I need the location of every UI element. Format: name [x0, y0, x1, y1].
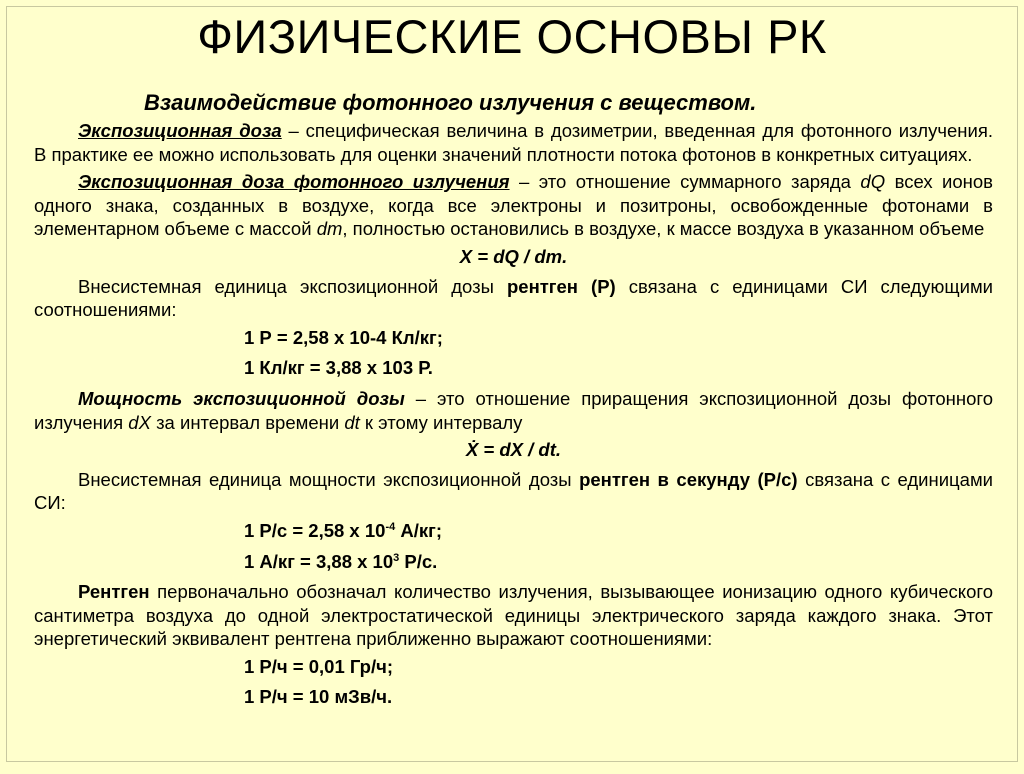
- equation-5: 1 Р/ч = 0,01 Гр/ч;: [244, 655, 394, 677]
- paragraph-roentgen-unit: [34, 275, 993, 322]
- paragraph-exposure-dose-photon: [34, 170, 993, 241]
- paragraph-text: – специфическая величина в дозиметрии, введенная для фотонного излучения. В практике ее можно использовать для оценки значений плотности потока фотонов в конкретных ситуациях.: [34, 120, 993, 165]
- term-roentgen: Рентген: [78, 581, 150, 603]
- paragraph-text: связана с единицами СИ:: [34, 468, 993, 514]
- equation-2: 1 Кл/кг = 3,88 х 103 Р.: [244, 357, 433, 379]
- slide-content: [34, 89, 993, 716]
- paragraph-text: – это отношение суммарного заряда: [509, 171, 861, 193]
- unit-roentgen: рентген (Р): [506, 275, 616, 297]
- equation-exponent: 3: [393, 551, 400, 564]
- symbol-dt: dt: [344, 411, 360, 433]
- paragraph-text: – это отношение приращения экспозиционной дозы фотонного излучения: [34, 387, 993, 433]
- paragraph-roentgen-per-second: [34, 468, 993, 515]
- symbol-dq: dQ: [860, 171, 886, 193]
- paragraph-text: к этому интервалу: [359, 411, 523, 433]
- paragraph-text: всех ионов одного знака, созданных в воздухе, когда все электроны и позитроны, освобожденные фотонами в элементарном объеме с массой: [34, 171, 993, 240]
- symbol-dx: dX: [128, 411, 151, 433]
- equation-3: [244, 519, 993, 543]
- paragraph-dose-rate: [34, 387, 993, 434]
- paragraph-text: Внесистемная единица мощности экспозиционной дозы: [78, 468, 580, 490]
- paragraph-text: связана с единицами СИ следующими соотношениями:: [34, 275, 993, 321]
- equation-text: 1 А/кг = 3,88 х 10: [244, 550, 394, 572]
- equation-6: 1 Р/ч = 10 мЗв/ч.: [244, 686, 393, 708]
- term-exposure-dose-photon: Экспозиционная доза фотонного излучения: [78, 171, 510, 193]
- equation-text: 1 Р/с = 2,58 х 10: [244, 519, 386, 541]
- paragraph-text: , полностью остановились в воздухе, к массе воздуха в указанном объеме: [342, 218, 985, 240]
- symbol-dm: dm: [316, 218, 343, 240]
- paragraph-exposure-dose: [34, 119, 993, 166]
- slide-title: ФИЗИЧЕСКИЕ ОСНОВЫ РК: [197, 10, 827, 63]
- section-subtitle: Взаимодействие фотонного излучения с веществом.: [144, 90, 757, 115]
- term-dose-rate: Мощность экспозиционной дозы: [78, 387, 405, 409]
- paragraph-text: Внесистемная единица экспозиционной дозы: [78, 275, 507, 297]
- unit-roentgen-per-second: рентген в секунду (Р/с): [579, 468, 798, 490]
- slide: [6, 6, 1018, 762]
- equation-1: 1 Р = 2,58 х 10-4 Кл/кг;: [244, 326, 443, 348]
- paragraph-text: первоначально обозначал количество излучения, вызывающее ионизацию одного кубического сантиметра воздуха до одной электростатической единицы электрического заряда каждого знака. Этот энергетический эквивалент рентгена приближенно выражают соотношениями:: [34, 581, 993, 650]
- term-exposure-dose: Экспозиционная доза: [78, 120, 282, 141]
- equation-text: Р/с.: [399, 550, 438, 572]
- equation-text: А/кг;: [395, 519, 442, 541]
- equation-4: [244, 550, 993, 574]
- paragraph-text: за интервал времени: [150, 411, 345, 433]
- formula-xdot: Ẋ = dX / dt.: [465, 439, 562, 461]
- equation-exponent: -4: [385, 520, 396, 533]
- paragraph-roentgen-history: [34, 580, 993, 651]
- formula-x: X = dQ / dm.: [459, 245, 568, 267]
